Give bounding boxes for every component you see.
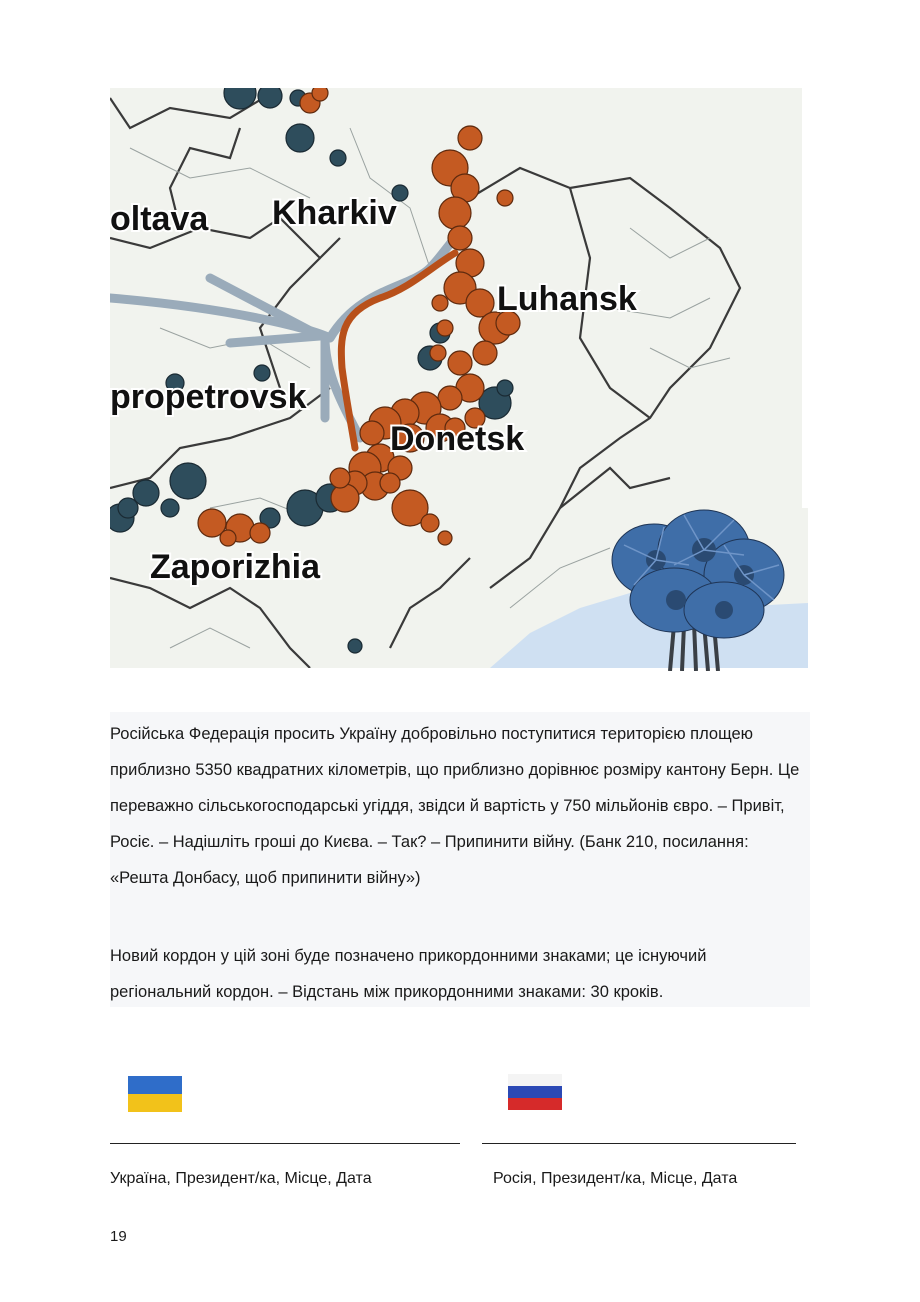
map-label-kharkiv: Kharkiv — [272, 194, 397, 232]
signature-line-ukraine — [110, 1143, 460, 1144]
map-label-poltava: oltava — [110, 200, 209, 238]
map-edge — [802, 88, 808, 508]
blue-daisy-bouquet-icon — [604, 505, 788, 671]
map-label-zaporizhia: Zaporizhia — [150, 548, 321, 586]
signature-caption-russia: Росія, Президент/ка, Місце, Дата — [493, 1170, 738, 1187]
signature-line-russia — [482, 1143, 796, 1144]
page-number: 19 — [110, 1228, 127, 1245]
russia-flag-icon — [508, 1074, 562, 1110]
map-label-luhansk: Luhansk — [497, 280, 637, 318]
signature-caption-ukraine: Україна, Президент/ка, Місце, Дата — [110, 1170, 372, 1187]
paragraph-border: Новий кордон у цій зоні буде позначено прикордонними знаками; це існуючий регіональний кордон. – Відстань між прикордонними знаками: 30 кроків. — [110, 947, 707, 1001]
ukraine-flag-icon — [128, 1076, 182, 1112]
map-label-dnipropetrovsk: propetrovsk — [110, 378, 307, 416]
map-label-donetsk: Donetsk — [390, 420, 525, 458]
text-block — [110, 712, 810, 1007]
paragraph-main: Російська Федерація просить Україну добровільно поступитися територією площею приблизно 5350 квадратних кілометрів, що приблизно дорівнює розміру кантону Берн. Це переважно сільськогосподарські угіддя, звідси й вартість у 750 мільйонів євро. – Привіт, Росіє. – Надішліть гроші до Києва. – Так? – Припинити війну. (Банк 210, посилання: «Решта Донбасу, щоб припинити війну») — [110, 725, 800, 887]
